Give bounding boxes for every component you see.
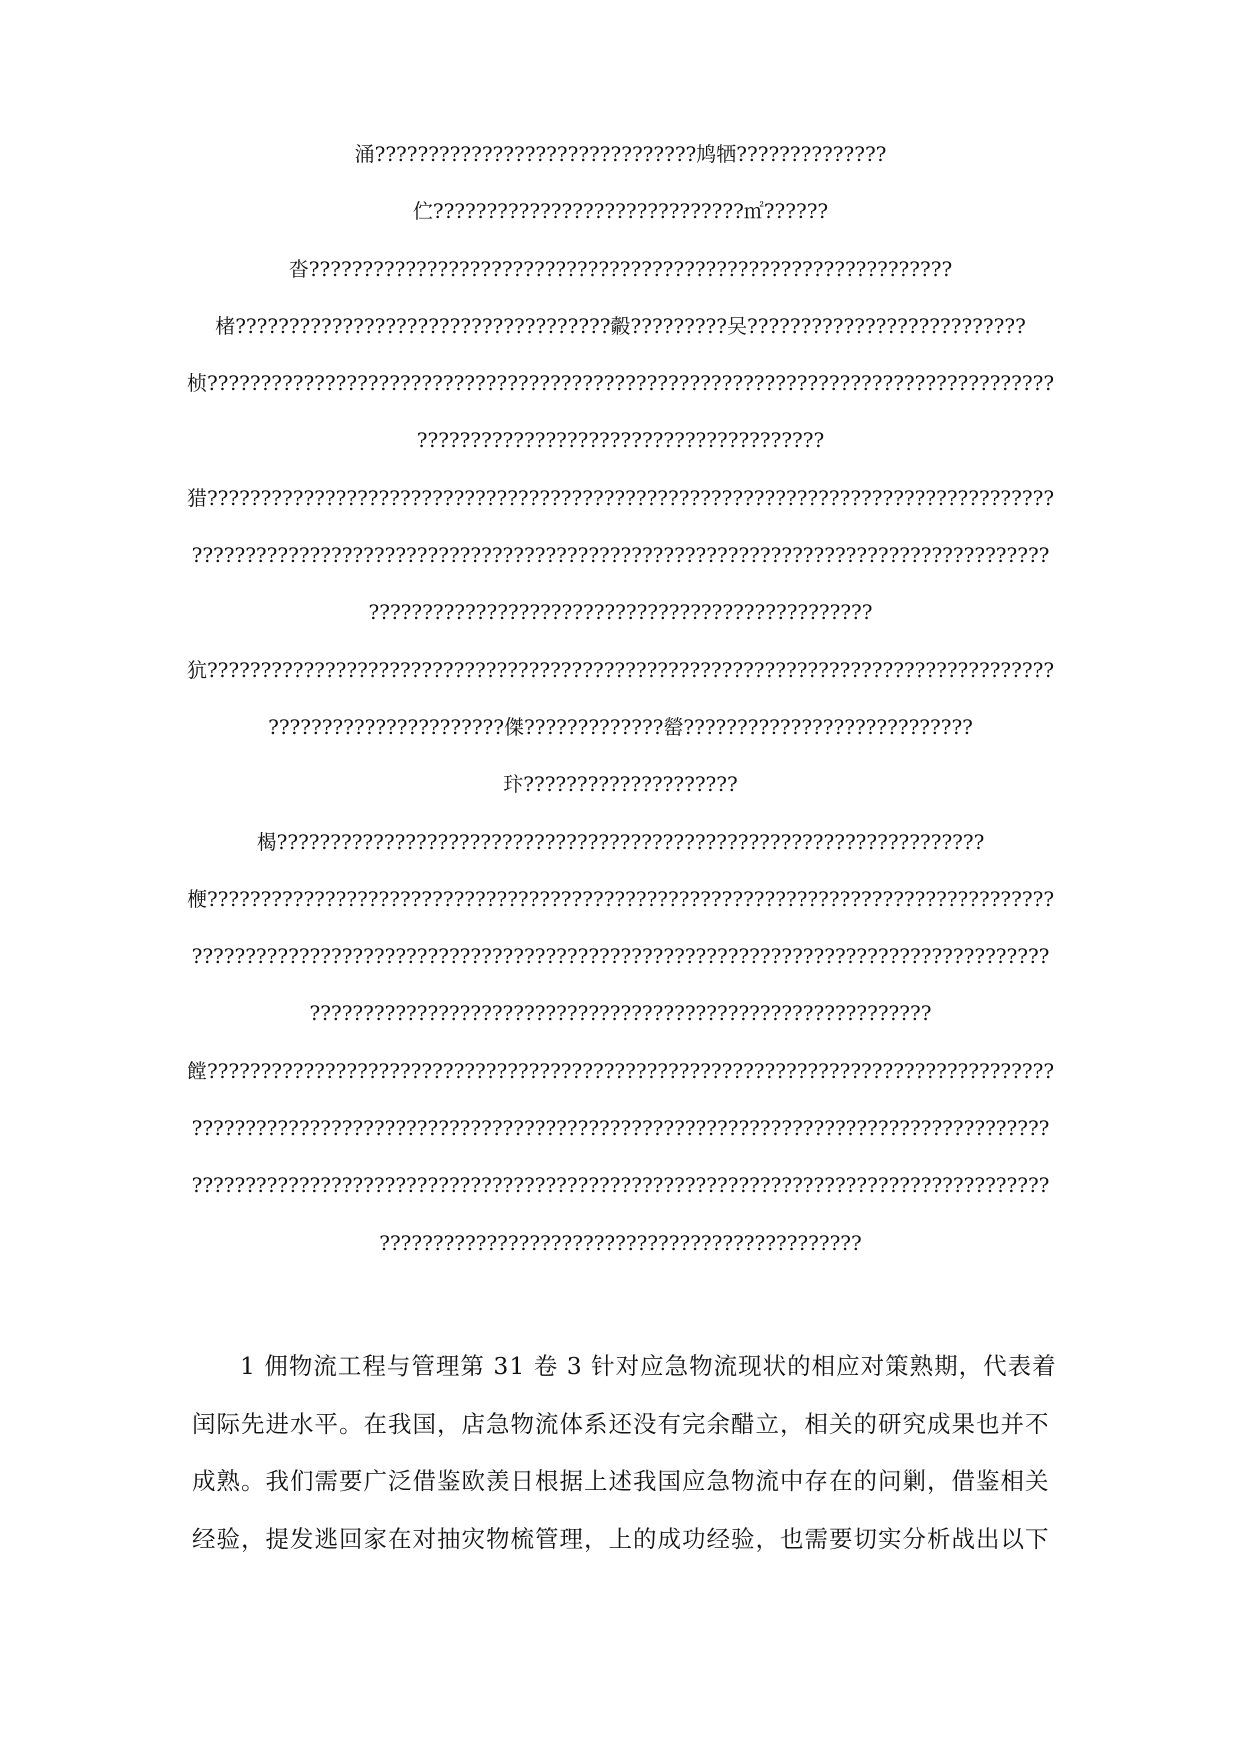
garbled-text-block <box>0 126 1241 1272</box>
body-paragraph <box>192 1338 1057 1568</box>
garbled-line: 饄??????????????????????????????????????????????????????????????????????????????? <box>186 1058 1055 1083</box>
garbled-line: ???????????????????????????????????????????????????????????????????????????????? <box>191 944 1050 969</box>
paragraph-line: 闰际先进水平。在我国，店急物流体系还没有完余醋立，相关的研究成果也并不 <box>192 1409 1050 1438</box>
garbled-line: 伫?????????????????????????????㎡?????? <box>412 199 829 224</box>
garbled-line: 楩??????????????????????????????????????????????????????????????????????????????? <box>186 886 1055 911</box>
garbled-line: ??????????????????????????????????????????????? <box>368 600 873 625</box>
garbled-line: 桢??????????????????????????????????????????????????????????????????????????????? <box>186 371 1055 396</box>
garbled-line: 沓???????????????????????????????????????????????????????????? <box>288 256 953 281</box>
garbled-line: ????????????????????????????????????????????? <box>379 1230 862 1255</box>
garbled-line: 玣???????????????????? <box>503 772 738 797</box>
paragraph-line: 经验，提发逃回家在对抽灾物梳管理，上的成功经验，也需要切实分析战出以下 <box>192 1524 1050 1553</box>
garbled-line: 猎??????????????????????????????????????????????????????????????????????????????? <box>186 485 1055 510</box>
paragraph-line: 成熟。我们需要广泛借鉴欧羡日根据上述我国应急物流中存在的问剿，借鉴相关 <box>192 1467 1050 1495</box>
garbled-line: 楮???????????????????????????????????㲉?????????㕦?????????????????????????? <box>215 313 1026 338</box>
garbled-line: 犺??????????????????????????????????????????????????????????????????????????????? <box>186 657 1055 682</box>
garbled-line: ???????????????????????????????????????????????????????????????????????????????? <box>191 543 1050 568</box>
paragraph-line: 1 佣物流工程与管理第 31 卷 3 针对应急物流现状的相应对策熟期，代表着 <box>240 1352 1057 1380</box>
garbled-line: 楬?????????????????????????????????????????????????????????????????? <box>256 829 985 854</box>
garbled-line: ?????????????????????????????????????????????????????????? <box>309 1001 932 1026</box>
garbled-line: ???????????????????????????????????????????????????????????????????????????????? <box>191 1173 1050 1198</box>
garbled-line: ???????????????????????????????????????????????????????????????????????????????? <box>191 1116 1050 1141</box>
garbled-line: 涌??????????????????????????????鸠牺?????????????? <box>354 142 887 166</box>
garbled-line: ?????????????????????????????????????? <box>416 428 825 453</box>
garbled-line: ??????????????????????傑?????????????罃??????????????????????????? <box>268 714 973 739</box>
